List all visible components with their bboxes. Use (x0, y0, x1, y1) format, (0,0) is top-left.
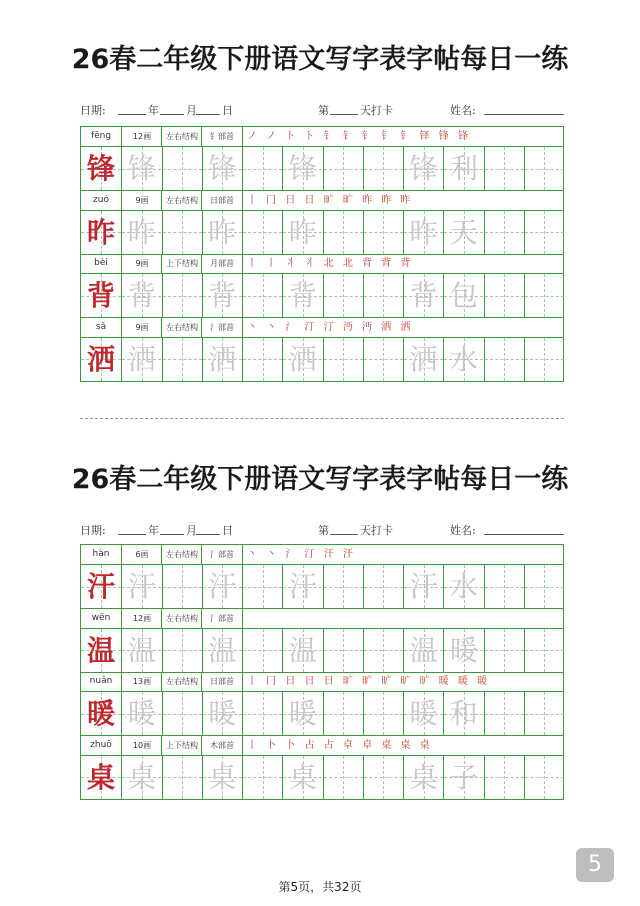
stroke-order-cell: 丨 卜 卜 占 占 卓 卓 桌 桌 桌 (247, 739, 433, 751)
writing-cell[interactable] (81, 756, 121, 799)
stroke-order-cell: 丨 冂 日 日 日 旷 旷 旷 旷 旷 暖 暖 暖 (247, 676, 491, 687)
blank-line[interactable] (196, 522, 220, 535)
writing-row (81, 274, 563, 318)
writing-cell[interactable] (484, 565, 524, 608)
writing-cell[interactable] (282, 338, 322, 381)
char-block (81, 736, 563, 800)
writing-cell[interactable] (524, 756, 564, 799)
writing-row (81, 211, 563, 255)
char-block (81, 191, 563, 255)
trace-char: 水 (449, 342, 478, 376)
writing-cell[interactable] (282, 565, 322, 608)
trace-char: 汗 (288, 570, 317, 603)
char-block (81, 318, 563, 382)
trace-char (243, 274, 282, 317)
writing-cell[interactable] (121, 565, 161, 608)
blank-line[interactable] (118, 522, 146, 535)
info-month: 月 (186, 524, 197, 537)
writing-cell[interactable] (202, 274, 242, 317)
writing-cell[interactable] (484, 338, 524, 381)
trace-char: 洒 (288, 342, 317, 376)
writing-cell[interactable] (443, 756, 483, 799)
trace-char: 背 (208, 279, 237, 312)
blank-line[interactable] (118, 102, 146, 115)
writing-cell[interactable] (363, 565, 403, 608)
writing-cell[interactable] (162, 274, 202, 317)
trace-char (525, 565, 564, 608)
writing-cell[interactable] (323, 338, 363, 381)
writing-cell[interactable] (323, 692, 363, 735)
writing-cell[interactable] (403, 629, 443, 672)
radical-cell: 日部首 (201, 672, 243, 691)
info-row (81, 254, 563, 274)
writing-cell[interactable] (403, 756, 443, 799)
pinyin-cell: zuó (93, 194, 109, 205)
writing-cell[interactable] (162, 756, 202, 799)
writing-cell[interactable] (162, 211, 202, 254)
trace-char: 温 (208, 633, 237, 667)
trace-char: 桌 (409, 760, 438, 794)
info-row (81, 127, 563, 147)
blank-line[interactable] (330, 102, 358, 115)
model-char: 洒 (86, 342, 115, 376)
stroke-count-cell: 10画 (121, 736, 162, 755)
info-year: 年 (148, 524, 159, 537)
writing-cell[interactable] (484, 147, 524, 190)
writing-cell[interactable] (202, 565, 242, 608)
radical-cell: 氵部首 (201, 609, 243, 628)
writing-cell[interactable] (162, 338, 202, 381)
sheet-2 (0, 458, 640, 794)
trace-char: 锋 (127, 152, 156, 185)
writing-cell[interactable] (282, 211, 322, 254)
trace-char (485, 756, 524, 799)
pinyin-cell: zhuō (90, 739, 112, 750)
trace-char: 温 (409, 633, 438, 667)
trace-char (324, 629, 363, 672)
writing-cell[interactable] (323, 274, 363, 317)
trace-char: 昨 (208, 215, 237, 249)
char-block (81, 545, 563, 609)
info-day: 日 (222, 104, 233, 117)
info-row (81, 318, 563, 338)
trace-char: 昨 (409, 215, 438, 249)
trace-char: 暖 (288, 697, 317, 730)
stroke-count-cell: 9画 (121, 254, 162, 273)
writing-cell[interactable] (323, 756, 363, 799)
practice-grid (80, 126, 564, 382)
radical-cell: 氵部首 (201, 545, 243, 564)
trace-char (163, 692, 202, 735)
writing-cell[interactable] (484, 756, 524, 799)
char-block (81, 127, 563, 191)
trace-char: 暖 (208, 697, 237, 730)
info-di: 第 (318, 524, 329, 537)
pinyin-cell: hàn (92, 549, 110, 559)
info-line (0, 102, 640, 124)
trace-char (324, 274, 363, 317)
writing-cell[interactable] (242, 211, 282, 254)
writing-cell[interactable] (443, 274, 483, 317)
trace-char: 温 (127, 633, 156, 667)
trace-char (485, 147, 524, 190)
trace-char: 锋 (288, 152, 317, 185)
model-char: 背 (86, 279, 115, 312)
writing-cell[interactable] (81, 211, 121, 254)
trace-char (163, 211, 202, 254)
radical-cell: 氵部首 (201, 318, 243, 337)
writing-cell[interactable] (363, 756, 403, 799)
stroke-order-cell: 丨 冂 日 日 旷 旷 昨 昨 昨 (247, 194, 414, 206)
trace-char (324, 338, 363, 381)
trace-char: 暖 (127, 697, 156, 730)
structure-cell: 左右结构 (161, 609, 202, 628)
trace-char (163, 274, 202, 317)
page-number-badge[interactable]: 5 (576, 848, 614, 882)
char-block (81, 254, 563, 318)
trace-char (485, 338, 524, 381)
writing-cell[interactable] (524, 692, 564, 735)
info-tian: 天打卡 (360, 104, 393, 117)
stroke-order-cell: 丶 丶 氵 汀 汀 沔 沔 洒 洒 (247, 321, 414, 333)
model-char: 汗 (86, 570, 115, 603)
blank-line[interactable] (484, 102, 564, 115)
trace-char: 暖 (409, 697, 438, 730)
trace-char (243, 565, 282, 608)
writing-cell[interactable] (524, 211, 564, 254)
trace-char: 汗 (208, 570, 237, 603)
stroke-count-cell: 6画 (121, 545, 162, 564)
writing-cell[interactable] (363, 147, 403, 190)
trace-char (525, 756, 564, 799)
model-char: 桌 (86, 760, 115, 794)
blank-line[interactable] (196, 102, 220, 115)
trace-char (525, 147, 564, 190)
trace-char (364, 274, 403, 317)
trace-char (525, 274, 564, 317)
trace-char (163, 756, 202, 799)
blank-line[interactable] (160, 102, 184, 115)
trace-char (324, 211, 363, 254)
info-row (81, 736, 563, 756)
trace-char: 洒 (127, 342, 156, 376)
stroke-count-cell: 12画 (121, 127, 162, 146)
radical-cell: 月部首 (201, 254, 243, 273)
info-tian: 天打卡 (360, 524, 393, 537)
writing-cell[interactable] (81, 629, 121, 672)
writing-row (81, 692, 563, 736)
writing-cell[interactable] (162, 147, 202, 190)
writing-cell[interactable] (282, 756, 322, 799)
pinyin-cell: nuǎn (89, 676, 113, 686)
info-row (81, 672, 563, 692)
info-row (81, 191, 563, 211)
structure-cell: 左右结构 (161, 672, 202, 691)
page-footer: 第5页，共32页 (278, 880, 362, 894)
writing-cell[interactable] (202, 629, 242, 672)
trace-char (525, 692, 564, 735)
trace-char (324, 565, 363, 608)
trace-char: 洒 (409, 342, 438, 376)
radical-cell: 钅部首 (201, 127, 243, 146)
trace-char: 洒 (208, 342, 237, 376)
writing-cell[interactable] (282, 147, 322, 190)
stroke-order-cell (247, 609, 557, 628)
radical-cell: 木部首 (201, 736, 243, 755)
writing-row (81, 629, 563, 673)
writing-cell[interactable] (162, 629, 202, 672)
writing-cell[interactable] (121, 692, 161, 735)
model-char: 暖 (86, 697, 115, 730)
pinyin-cell: fēng (90, 131, 112, 141)
blank-line[interactable] (330, 522, 358, 535)
trace-char (485, 565, 524, 608)
trace-char (525, 629, 564, 672)
model-char: 锋 (86, 152, 115, 185)
writing-cell[interactable] (81, 338, 121, 381)
trace-char (364, 147, 403, 190)
trace-char (485, 692, 524, 735)
writing-cell[interactable] (202, 147, 242, 190)
writing-cell[interactable] (403, 274, 443, 317)
trace-char (324, 147, 363, 190)
stroke-count-cell: 9画 (121, 318, 162, 337)
trace-char: 锋 (208, 152, 237, 185)
info-month: 月 (186, 104, 197, 117)
info-day: 日 (222, 524, 233, 537)
writing-cell[interactable] (242, 274, 282, 317)
writing-cell[interactable] (121, 147, 161, 190)
trace-char: 包 (449, 279, 478, 312)
writing-cell[interactable] (81, 565, 121, 608)
writing-cell[interactable] (242, 147, 282, 190)
info-name-label: 姓名: (450, 524, 476, 537)
info-row (81, 609, 563, 629)
writing-cell[interactable] (363, 338, 403, 381)
writing-cell[interactable] (202, 692, 242, 735)
writing-cell[interactable] (403, 211, 443, 254)
trace-char (163, 338, 202, 381)
info-date-label: 日期: (80, 524, 106, 537)
writing-cell[interactable] (282, 629, 322, 672)
writing-cell[interactable] (484, 629, 524, 672)
structure-cell: 上下结构 (161, 254, 202, 273)
trace-char (243, 756, 282, 799)
stroke-order-cell: 丨 丨 丬 丬 北 北 背 背 背 (247, 258, 414, 269)
writing-cell[interactable] (242, 338, 282, 381)
trace-char (324, 692, 363, 735)
writing-cell[interactable] (121, 274, 161, 317)
radical-cell: 日部首 (201, 191, 243, 210)
info-name-label: 姓名: (450, 104, 476, 117)
writing-cell[interactable] (242, 629, 282, 672)
stroke-order-cell: ノ ノ ト ト 钅 钅 钅 钅 钅 铎 锋 锋 (247, 131, 471, 142)
writing-cell[interactable] (403, 147, 443, 190)
writing-cell[interactable] (202, 211, 242, 254)
writing-cell[interactable] (524, 274, 564, 317)
trace-char (364, 565, 403, 608)
trace-char: 桌 (208, 760, 237, 794)
writing-cell[interactable] (81, 692, 121, 735)
trace-char: 和 (449, 697, 478, 730)
writing-row (81, 756, 563, 799)
writing-cell[interactable] (242, 565, 282, 608)
writing-row (81, 338, 563, 381)
writing-cell[interactable] (524, 565, 564, 608)
trace-char (243, 147, 282, 190)
trace-char (243, 211, 282, 254)
char-block (81, 672, 563, 736)
trace-char (485, 629, 524, 672)
trace-char: 子 (449, 760, 478, 794)
writing-cell[interactable] (242, 692, 282, 735)
trace-char (485, 211, 524, 254)
writing-cell[interactable] (443, 565, 483, 608)
trace-char: 锋 (409, 152, 438, 185)
structure-cell: 左右结构 (161, 127, 202, 146)
pinyin-cell: wēn (91, 612, 111, 623)
stroke-count-cell: 9画 (121, 191, 162, 210)
sheet-title: 26春二年级下册语文写字表字帖每日一练 (71, 44, 569, 75)
trace-char (163, 147, 202, 190)
writing-cell[interactable] (323, 147, 363, 190)
trace-char (243, 629, 282, 672)
writing-row (81, 565, 563, 609)
info-year: 年 (148, 104, 159, 117)
structure-cell: 左右结构 (161, 318, 202, 337)
trace-char: 昨 (288, 215, 317, 249)
writing-cell[interactable] (162, 565, 202, 608)
writing-cell[interactable] (282, 274, 322, 317)
writing-row (81, 147, 563, 191)
trace-char: 背 (288, 279, 317, 312)
trace-char (364, 756, 403, 799)
trace-char (485, 274, 524, 317)
writing-cell[interactable] (524, 629, 564, 672)
writing-cell[interactable] (323, 629, 363, 672)
writing-cell[interactable] (323, 211, 363, 254)
trace-char: 背 (409, 279, 438, 312)
writing-cell[interactable] (363, 692, 403, 735)
writing-cell[interactable] (363, 274, 403, 317)
practice-grid (80, 544, 564, 800)
writing-cell[interactable] (443, 338, 483, 381)
writing-cell[interactable] (363, 211, 403, 254)
writing-cell[interactable] (363, 629, 403, 672)
structure-cell: 左右结构 (161, 545, 202, 564)
info-row (81, 545, 563, 565)
writing-cell[interactable] (323, 565, 363, 608)
trace-char: 利 (449, 152, 478, 185)
writing-cell[interactable] (403, 338, 443, 381)
trace-char (525, 338, 564, 381)
writing-cell[interactable] (443, 629, 483, 672)
writing-cell[interactable] (242, 756, 282, 799)
trace-char: 汗 (127, 570, 156, 603)
trace-char (364, 629, 403, 672)
trace-char: 昨 (127, 215, 156, 249)
writing-cell[interactable] (443, 147, 483, 190)
pinyin-cell: bèi (94, 258, 108, 268)
trace-char: 桌 (127, 760, 156, 794)
writing-cell[interactable] (162, 692, 202, 735)
blank-line[interactable] (160, 522, 184, 535)
char-block (81, 609, 563, 673)
model-char: 昨 (86, 215, 115, 249)
cut-divider (80, 418, 564, 419)
trace-char: 温 (288, 633, 317, 667)
trace-char (163, 629, 202, 672)
trace-char: 水 (449, 570, 478, 603)
blank-line[interactable] (484, 522, 564, 535)
writing-cell[interactable] (443, 692, 483, 735)
stroke-count-cell: 12画 (121, 609, 162, 628)
trace-char (324, 756, 363, 799)
sheet-title: 26春二年级下册语文写字表字帖每日一练 (71, 464, 569, 495)
trace-char (243, 692, 282, 735)
stroke-order-cell: 丶 丶 氵 汀 汗 汗 (247, 549, 356, 560)
writing-cell[interactable] (403, 692, 443, 735)
sheet-1 (0, 38, 640, 376)
writing-cell[interactable] (202, 338, 242, 381)
trace-char (525, 211, 564, 254)
trace-char: 暖 (449, 633, 478, 667)
structure-cell: 左右结构 (161, 191, 202, 210)
trace-char: 桌 (288, 760, 317, 794)
writing-cell[interactable] (524, 338, 564, 381)
writing-cell[interactable] (282, 692, 322, 735)
writing-cell[interactable] (484, 692, 524, 735)
writing-cell[interactable] (81, 147, 121, 190)
structure-cell: 上下结构 (161, 736, 202, 755)
trace-char (163, 565, 202, 608)
trace-char (243, 338, 282, 381)
trace-char: 汗 (409, 570, 438, 603)
writing-cell[interactable] (524, 147, 564, 190)
writing-cell[interactable] (403, 565, 443, 608)
trace-char: 背 (127, 279, 156, 312)
writing-cell[interactable] (202, 756, 242, 799)
writing-cell[interactable] (484, 274, 524, 317)
trace-char: 天 (449, 215, 478, 249)
pinyin-cell: sǎ (95, 321, 107, 332)
writing-cell[interactable] (121, 211, 161, 254)
writing-cell[interactable] (121, 756, 161, 799)
trace-char (364, 692, 403, 735)
model-char: 温 (86, 633, 115, 667)
writing-cell[interactable] (443, 211, 483, 254)
writing-cell[interactable] (121, 338, 161, 381)
writing-cell[interactable] (484, 211, 524, 254)
trace-char (364, 211, 403, 254)
writing-cell[interactable] (81, 274, 121, 317)
info-di: 第 (318, 104, 329, 117)
trace-char (364, 338, 403, 381)
info-line (0, 522, 640, 544)
stroke-count-cell: 13画 (121, 672, 162, 691)
info-date-label: 日期: (80, 104, 106, 117)
writing-cell[interactable] (121, 629, 161, 672)
